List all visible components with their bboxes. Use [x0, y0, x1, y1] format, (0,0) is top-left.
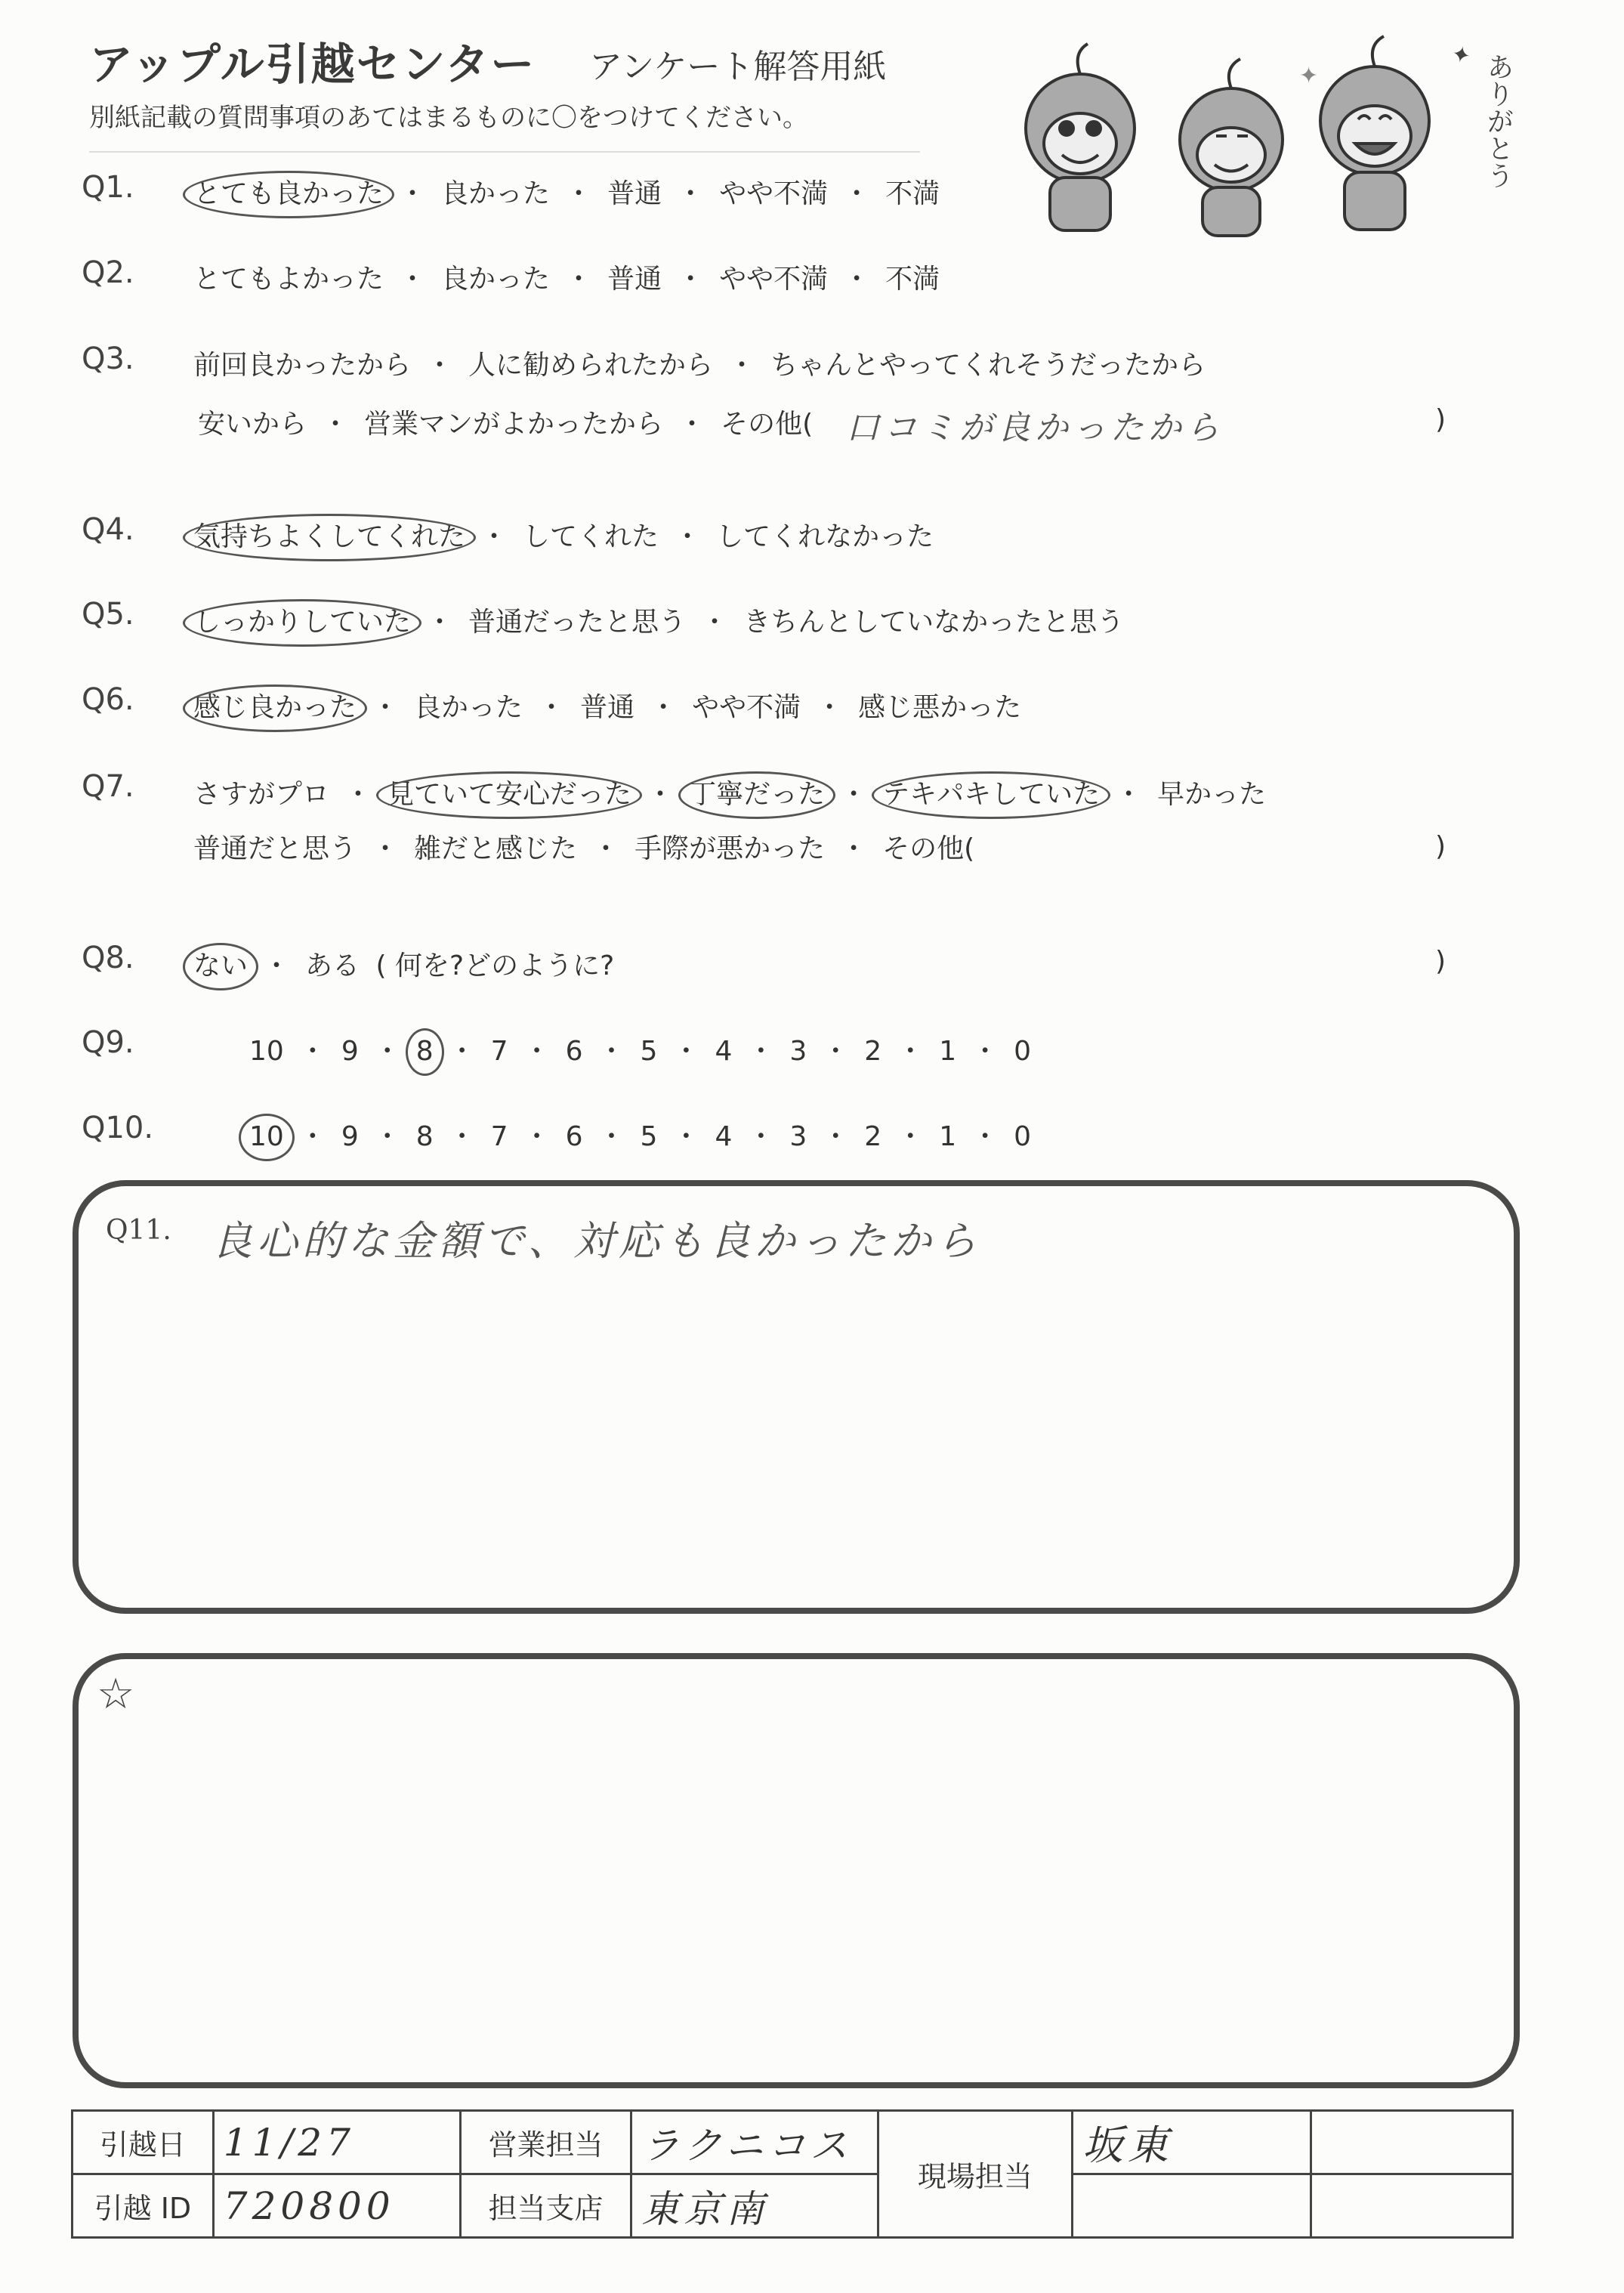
q7-option-1[interactable]: さすがプロ	[193, 779, 330, 810]
q9-score-0[interactable]: 0	[1014, 1036, 1032, 1067]
q6-option-1[interactable]: 感じ良かった	[193, 692, 357, 723]
footer-empty-cell-2	[1072, 2174, 1311, 2238]
q7-options-line2: 普通だと思う ・ 雑だと感じた ・ 手際が悪かった ・ その他(	[193, 833, 975, 864]
branch-label: 担当支店	[460, 2174, 631, 2238]
footer-empty-cell-1	[1311, 2111, 1513, 2174]
q2-option-1[interactable]: とてもよかった	[193, 264, 384, 295]
q1-option-4[interactable]: やや不満	[719, 178, 829, 209]
q5-label: Q5.	[82, 597, 134, 632]
q10-label: Q10.	[82, 1111, 154, 1145]
q6-option-5[interactable]: 感じ悪かった	[858, 692, 1022, 723]
q3-option-2[interactable]: 人に勧められたから	[468, 350, 714, 381]
sales-rep-value: ラクニコス	[631, 2111, 878, 2174]
q10-score-10[interactable]: 10	[249, 1121, 284, 1152]
q7-option-2[interactable]: 見ていて安心だった	[387, 779, 631, 810]
q3-close-paren: )	[1435, 404, 1446, 435]
q8-label: Q8.	[82, 941, 134, 975]
q9-scale: 10 ・ 9 ・ 8 ・ 7 ・ 6 ・ 5 ・ 4 ・ 3 ・ 2 ・ 1 ・ 0	[249, 1030, 1031, 1068]
q7-option-4[interactable]: テキパキしていた	[882, 779, 1100, 810]
q4-option-2[interactable]: してくれた	[523, 521, 659, 552]
q10-score-6[interactable]: 6	[565, 1121, 583, 1152]
q10-score-8[interactable]: 8	[415, 1121, 434, 1152]
q2-option-3[interactable]: 普通	[607, 264, 662, 295]
footer-empty-cell-3	[1311, 2174, 1513, 2238]
q10-score-3[interactable]: 3	[789, 1121, 807, 1152]
q10-score-2[interactable]: 2	[864, 1121, 882, 1152]
mascot-caption: ありがとう	[1483, 53, 1514, 189]
q3-option-1[interactable]: 前回良かったから	[193, 350, 412, 381]
q3-option-4[interactable]: 安いから	[198, 409, 307, 440]
q3-option-3[interactable]: ちゃんとやってくれそうだったから	[770, 350, 1206, 381]
q7-options-line1: さすがプロ ・ 見ていて安心だった ・ 丁寧だった ・ テキパキしていた ・ 早かった	[193, 773, 1266, 811]
q3-option-other[interactable]: その他(	[721, 409, 814, 440]
q8-close-paren: )	[1435, 946, 1446, 977]
q7-option-3[interactable]: 丁寧だった	[689, 779, 825, 810]
q9-score-6[interactable]: 6	[565, 1036, 583, 1067]
q8-options: ない ・ ある ( 何を?どのように?	[193, 944, 614, 983]
site-rep-label: 現場担当	[878, 2111, 1073, 2238]
q5-option-3[interactable]: きちんとしていなかったと思う	[743, 607, 1125, 638]
q2-label: Q2.	[82, 255, 134, 290]
free-comment-box[interactable]	[73, 1653, 1520, 2088]
q7-close-paren: )	[1435, 831, 1446, 862]
q9-score-5[interactable]: 5	[640, 1036, 658, 1067]
sales-rep-label: 営業担当	[460, 2111, 631, 2174]
q2-option-5[interactable]: 不満	[885, 264, 940, 295]
q3-option-5[interactable]: 営業マンがよかったから	[364, 409, 664, 440]
q9-score-4[interactable]: 4	[715, 1036, 733, 1067]
q8-prompt: ( 何を?どのように?	[375, 950, 615, 981]
q1-option-5[interactable]: 不満	[885, 178, 940, 209]
q1-label: Q1.	[82, 170, 134, 205]
q4-label: Q4.	[82, 512, 134, 547]
site-rep-value: 坂東	[1072, 2111, 1311, 2174]
q4-option-3[interactable]: してくれなかった	[716, 521, 934, 552]
q7-option-7[interactable]: 雑だと感じた	[414, 833, 578, 864]
q5-option-1[interactable]: しっかりしていた	[193, 607, 411, 638]
q2-options: とてもよかった ・ 良かった ・ 普通 ・ やや不満 ・ 不満	[193, 264, 940, 295]
move-id-label: 引越 ID	[73, 2174, 214, 2238]
q6-option-3[interactable]: 普通	[580, 692, 635, 723]
form-title: アンケート解答用紙	[589, 48, 887, 86]
star-icon: ☆	[97, 1670, 135, 1719]
q9-score-2[interactable]: 2	[864, 1036, 882, 1067]
svg-text:✦: ✦	[1449, 40, 1474, 71]
q11-label: Q11.	[106, 1215, 171, 1246]
q1-options: とても良かった ・ 良かった ・ 普通 ・ やや不満 ・ 不満	[193, 172, 940, 211]
q11-handwritten-answer: 良心的な金額で、対応も良かったから	[211, 1217, 981, 1265]
q6-options: 感じ良かった ・ 良かった ・ 普通 ・ やや不満 ・ 感じ悪かった	[193, 686, 1021, 725]
company-name: アップル引越センター	[89, 39, 536, 90]
q8-option-none[interactable]: ない	[193, 950, 248, 981]
q2-option-2[interactable]: 良かった	[441, 264, 551, 295]
q6-option-4[interactable]: やや不満	[692, 692, 801, 723]
q9-score-8[interactable]: 8	[416, 1036, 434, 1067]
q9-score-3[interactable]: 3	[789, 1036, 807, 1067]
q3-handwritten-answer: 口コミが良かったから	[846, 409, 1224, 447]
q9-score-1[interactable]: 1	[939, 1036, 957, 1067]
q10-score-9[interactable]: 9	[341, 1121, 359, 1152]
q5-options: しっかりしていた ・ 普通だったと思う ・ きちんとしていなかったと思う	[193, 601, 1124, 639]
q3-options-line2: 安いから ・ 営業マンがよかったから ・ その他(	[198, 409, 814, 440]
q7-option-6[interactable]: 普通だと思う	[193, 833, 357, 864]
q7-label: Q7.	[82, 769, 134, 804]
q3-options-line1: 前回良かったから ・ 人に勧められたから ・ ちゃんとやってくれそうだったから	[193, 350, 1206, 381]
instructions: 別紙記載の質問事項のあてはまるものに〇をつけてください。	[89, 103, 808, 133]
q7-option-other[interactable]: その他(	[882, 833, 975, 864]
q9-score-9[interactable]: 9	[341, 1036, 359, 1067]
q10-score-0[interactable]: 0	[1014, 1121, 1032, 1152]
q9-label: Q9.	[82, 1025, 134, 1060]
q10-scale: 10 ・ 9 ・ 8 ・ 7 ・ 6 ・ 5 ・ 4 ・ 3 ・ 2 ・ 1 ・ 0	[249, 1115, 1031, 1154]
q10-score-4[interactable]: 4	[715, 1121, 733, 1152]
move-date-label: 引越日	[73, 2111, 214, 2174]
q7-option-8[interactable]: 手際が悪かった	[634, 833, 826, 864]
q2-option-4[interactable]: やや不満	[719, 264, 829, 295]
q4-options: 気持ちよくしてくれた ・ してくれた ・ してくれなかった	[193, 515, 934, 554]
branch-value: 東京南	[631, 2174, 878, 2238]
q6-label: Q6.	[82, 682, 134, 717]
svg-text:✦: ✦	[1299, 63, 1319, 89]
move-id-value: 720800	[213, 2174, 460, 2238]
q10-score-5[interactable]: 5	[640, 1121, 658, 1152]
footer-info-table	[71, 2109, 1514, 2239]
header-divider	[89, 151, 920, 153]
q1-option-3[interactable]: 普通	[607, 178, 662, 209]
monkey-mascots-illustration	[997, 30, 1480, 242]
move-date-value: 11/27	[213, 2111, 460, 2174]
q1-option-1[interactable]: とても良かった	[193, 178, 384, 209]
q7-option-5[interactable]: 早かった	[1157, 779, 1267, 810]
q3-label: Q3.	[82, 341, 134, 376]
q10-score-7[interactable]: 7	[490, 1121, 508, 1152]
q6-option-2[interactable]: 良かった	[414, 692, 523, 723]
q8-option-some[interactable]: ある	[305, 950, 360, 981]
q5-option-2[interactable]: 普通だったと思う	[468, 607, 687, 638]
q9-score-7[interactable]: 7	[490, 1036, 508, 1067]
q1-option-2[interactable]: 良かった	[441, 178, 551, 209]
q10-score-1[interactable]: 1	[939, 1121, 957, 1152]
q4-option-1[interactable]: 気持ちよくしてくれた	[193, 521, 465, 552]
q9-score-10[interactable]: 10	[249, 1036, 284, 1067]
